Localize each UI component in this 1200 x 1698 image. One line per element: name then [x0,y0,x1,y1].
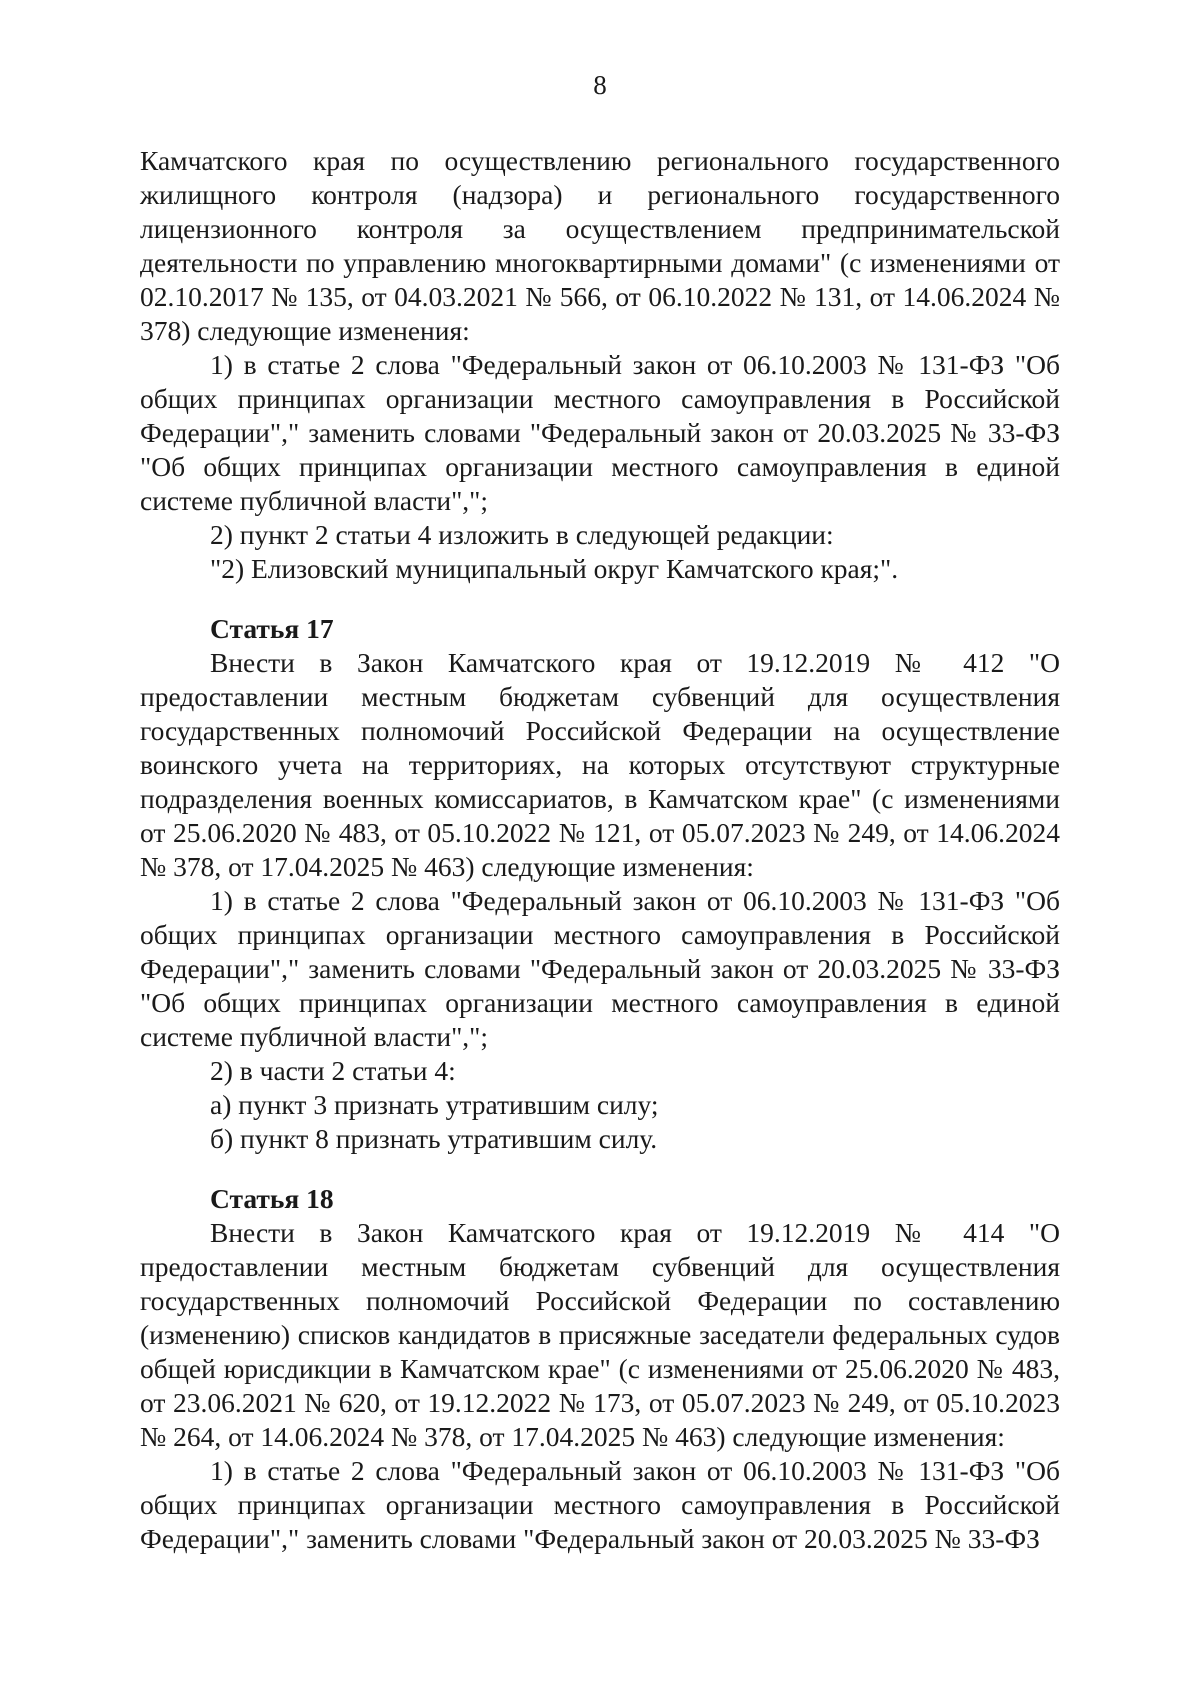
article-17-item-2b: б) пункт 8 признать утратившим силу. [210,1123,658,1154]
intro-item-2-text: "2) Елизовский муниципальный округ Камчатского края;". [210,553,899,584]
document-body [140,144,1060,1556]
article-17-item-2a: а) пункт 3 признать утратившим силу; [210,1089,659,1120]
article-17-heading: Статья 17 [210,613,334,644]
article-18-heading: Статья 18 [210,1183,334,1214]
intro-item-1: 1) в статье 2 слова "Федеральный закон от 06.10.2003 № 131-ФЗ "Об общих принципах организации местного самоуправления в Российской Федерации"," заменить словами "Федеральный закон от 20.03.2025 № 33-ФЗ "Об общих принципах организации местного самоуправления в единой системе публичной власти","; [140,349,1060,516]
page-number: 8 [593,70,607,100]
intro-item-2: 2) пункт 2 статьи 4 изложить в следующей редакции: [210,519,834,550]
article-18-item-1: 1) в статье 2 слова "Федеральный закон от 06.10.2003 № 131-ФЗ "Об общих принципах организации местного самоуправления в Российской Федерации"," заменить словами "Федеральный закон от 20.03.2025 № 33-ФЗ [140,1455,1060,1554]
article-17-paragraph: Внести в Закон Камчатского края от 19.12.2019 № 412 "О предоставлении местным бюджетам субвенций для осуществления государственных полномочий Российской Федерации на осуществление воинского учета на территориях, на которых отсутствуют структурные подразделения военных комиссариатов, в Камчатском крае" (с изменениями от 25.06.2020 № 483, от 05.10.2022 № 121, от 05.07.2023 № 249, от 14.06.2024 № 378, от 17.04.2025 № 463) следующие изменения: [140,647,1060,882]
article-17-item-2: 2) в части 2 статьи 4: [210,1055,456,1086]
article-17-item-1: 1) в статье 2 слова "Федеральный закон от 06.10.2003 № 131-ФЗ "Об общих принципах организации местного самоуправления в Российской Федерации"," заменить словами "Федеральный закон от 20.03.2025 № 33-ФЗ "Об общих принципах организации местного самоуправления в единой системе публичной власти","; [140,885,1060,1052]
intro-paragraph-continuation: Камчатского края по осуществлению регионального государственного жилищного контроля (надзора) и регионального государственного лицензионного контроля за осуществлением предпринимательской деятельности по управлению многоквартирными домами" (с изменениями от 02.10.2017 № 135, от 04.03.2021 № 566, от 06.10.2022 № 131, от 14.06.2024 № 378) следующие изменения: [140,145,1060,346]
article-18-paragraph: Внести в Закон Камчатского края от 19.12.2019 № 414 "О предоставлении местным бюджетам субвенций для осуществления государственных полномочий Российской Федерации по составлению (изменению) списков кандидатов в присяжные заседатели федеральных судов общей юрисдикции в Камчатском крае" (с изменениями от 25.06.2020 № 483, от 23.06.2021 № 620, от 19.12.2022 № 173, от 05.07.2023 № 249, от 05.10.2023 № 264, от 14.06.2024 № 378, от 17.04.2025 № 463) следующие изменения: [140,1217,1060,1452]
